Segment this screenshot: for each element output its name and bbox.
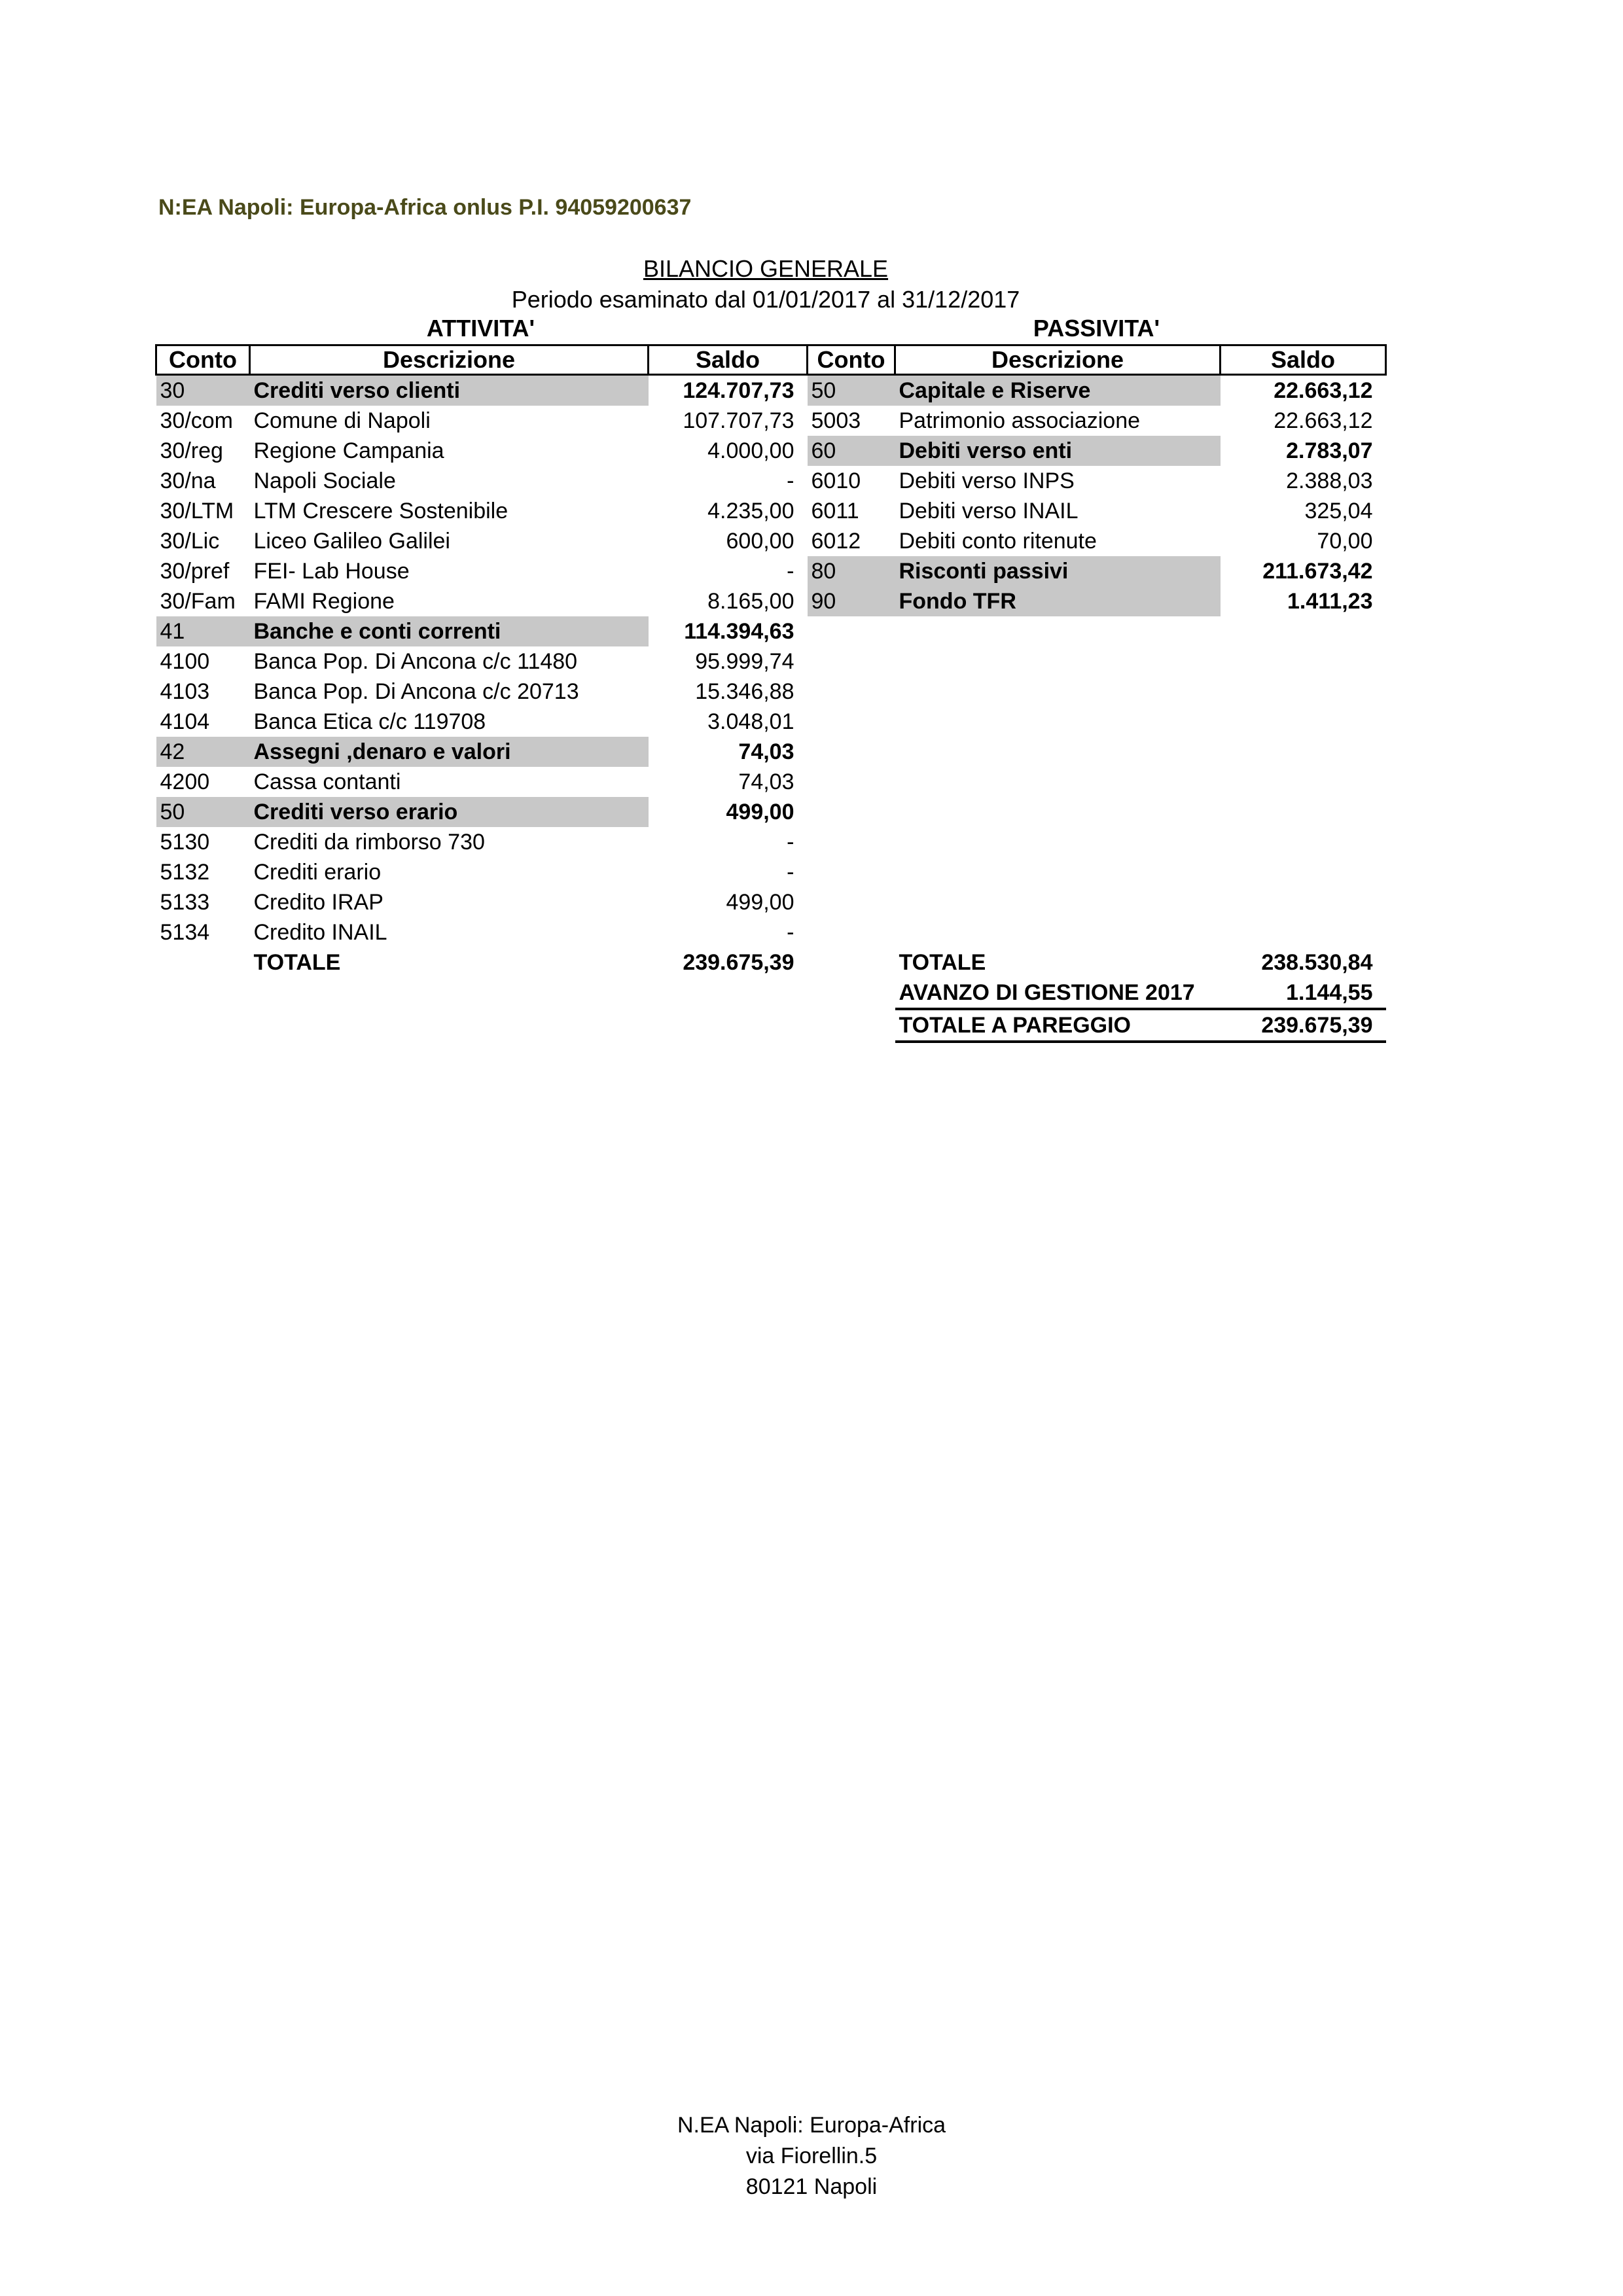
attivita-heading: ATTIVITA' bbox=[426, 315, 535, 342]
passivita-conto: 6011 bbox=[811, 498, 859, 523]
attivita-saldo: 4.235,00 bbox=[707, 498, 794, 523]
organization-header: N:EA Napoli: Europa-Africa onlus P.I. 94059200637 bbox=[158, 195, 692, 220]
attivita-conto: 30/LTM bbox=[160, 498, 234, 523]
attivita-conto: 30/na bbox=[160, 468, 216, 493]
empty-cell bbox=[649, 1009, 808, 1042]
attivita-descrizione: FEI- Lab House bbox=[253, 558, 410, 584]
attivita-saldo: 600,00 bbox=[726, 528, 794, 554]
passivita-saldo: 325,04 bbox=[1304, 498, 1373, 523]
empty-cell bbox=[1221, 827, 1386, 857]
col-header-saldo-att: Saldo bbox=[649, 345, 808, 375]
pareggio-row bbox=[156, 1009, 1386, 1042]
attivita-descrizione: Comune di Napoli bbox=[253, 408, 431, 433]
table-row bbox=[156, 375, 1386, 406]
attivita-conto: 41 bbox=[156, 616, 250, 646]
attivita-conto: 30/Fam bbox=[160, 588, 236, 614]
footer-line-name: N.EA Napoli: Europa-Africa bbox=[677, 2113, 946, 2138]
table-row bbox=[156, 496, 1386, 526]
attivita-conto: 5134 bbox=[160, 919, 210, 945]
passivita-descrizione: Patrimonio associazione bbox=[899, 408, 1141, 433]
attivita-saldo: 74,03 bbox=[738, 769, 794, 794]
passivita-saldo: 22.663,12 bbox=[1274, 378, 1373, 403]
empty-cell bbox=[1221, 797, 1386, 827]
footer-line-city: 80121 Napoli bbox=[745, 2174, 878, 2199]
table-row bbox=[156, 526, 1386, 556]
passivita-totale-value: 238.530,84 bbox=[1261, 949, 1373, 975]
passivita-conto: 6010 bbox=[811, 468, 861, 493]
attivita-totale-value: 239.675,39 bbox=[683, 949, 794, 975]
empty-cell bbox=[895, 797, 1221, 827]
attivita-conto: 5133 bbox=[160, 889, 210, 915]
empty-cell bbox=[250, 978, 649, 1009]
attivita-saldo: 3.048,01 bbox=[707, 709, 794, 734]
passivita-saldo: 2.783,07 bbox=[1286, 438, 1373, 463]
passivita-descrizione: Risconti passivi bbox=[895, 556, 1221, 586]
empty-cell bbox=[808, 646, 895, 677]
passivita-descrizione: Debiti verso enti bbox=[895, 436, 1221, 466]
empty-cell bbox=[895, 857, 1221, 887]
attivita-saldo: - bbox=[787, 829, 794, 855]
attivita-saldo: 95.999,74 bbox=[695, 648, 794, 674]
empty-cell bbox=[1221, 767, 1386, 797]
passivita-descrizione: Debiti conto ritenute bbox=[899, 528, 1097, 554]
attivita-descrizione: Assegni ,denaro e valori bbox=[250, 737, 649, 767]
attivita-saldo: 124.707,73 bbox=[683, 378, 794, 403]
col-header-saldo-pas: Saldo bbox=[1221, 345, 1386, 375]
attivita-conto: 30/com bbox=[160, 408, 233, 433]
passivita-saldo: 1.411,23 bbox=[1287, 588, 1373, 614]
passivita-descrizione: Debiti verso INPS bbox=[899, 468, 1075, 493]
passivita-heading: PASSIVITA' bbox=[1033, 315, 1160, 342]
attivita-saldo: 114.394,63 bbox=[684, 618, 794, 644]
empty-cell bbox=[808, 1009, 895, 1042]
empty-cell bbox=[808, 677, 895, 707]
avanzo-value: 1.144,55 bbox=[1221, 978, 1386, 1009]
totals-row bbox=[156, 947, 1386, 978]
footer-line-street: via Fiorellin.5 bbox=[745, 2144, 878, 2168]
table-row bbox=[156, 737, 1386, 767]
attivita-descrizione: Crediti verso clienti bbox=[250, 375, 649, 406]
attivita-descrizione: Regione Campania bbox=[253, 438, 444, 463]
attivita-conto: 30/pref bbox=[160, 558, 230, 584]
attivita-saldo: 4.000,00 bbox=[707, 438, 794, 463]
attivita-descrizione: Banca Pop. Di Ancona c/c 20713 bbox=[253, 679, 579, 704]
empty-cell bbox=[895, 917, 1221, 947]
table-header-row bbox=[156, 345, 1386, 375]
empty-cell bbox=[895, 707, 1221, 737]
empty-cell bbox=[808, 887, 895, 917]
empty-cell bbox=[808, 857, 895, 887]
table-row bbox=[156, 677, 1386, 707]
attivita-descrizione: Credito IRAP bbox=[253, 889, 383, 915]
attivita-descrizione: Cassa contanti bbox=[253, 769, 401, 794]
empty-cell bbox=[156, 1009, 250, 1042]
empty-cell bbox=[808, 978, 895, 1009]
empty-cell bbox=[808, 737, 895, 767]
empty-cell bbox=[895, 827, 1221, 857]
period-subtitle: Periodo esaminato dal 01/01/2017 al 31/12/2017 bbox=[511, 286, 1020, 313]
document-title: BILANCIO GENERALE bbox=[643, 255, 889, 282]
table-row bbox=[156, 827, 1386, 857]
table-row bbox=[156, 556, 1386, 586]
empty-cell bbox=[156, 978, 250, 1009]
passivita-conto: 5003 bbox=[811, 408, 861, 433]
empty-cell bbox=[1221, 677, 1386, 707]
empty-cell bbox=[808, 827, 895, 857]
empty-cell bbox=[1221, 646, 1386, 677]
attivita-conto: 30 bbox=[156, 375, 250, 406]
empty-cell bbox=[808, 616, 895, 646]
attivita-descrizione: Banche e conti correnti bbox=[250, 616, 649, 646]
attivita-descrizione: Liceo Galileo Galilei bbox=[253, 528, 450, 554]
passivita-conto: 80 bbox=[808, 556, 895, 586]
attivita-saldo: 15.346,88 bbox=[695, 679, 794, 704]
attivita-descrizione: Napoli Sociale bbox=[253, 468, 396, 493]
attivita-saldo: 8.165,00 bbox=[707, 588, 794, 614]
empty-cell bbox=[1221, 737, 1386, 767]
col-header-descrizione-att: Descrizione bbox=[250, 345, 649, 375]
empty-cell bbox=[895, 616, 1221, 646]
table-row bbox=[156, 616, 1386, 646]
attivita-saldo: - bbox=[787, 859, 794, 885]
avanzo-row bbox=[156, 978, 1386, 1009]
passivita-conto: 50 bbox=[808, 375, 895, 406]
attivita-descrizione: Credito INAIL bbox=[253, 919, 387, 945]
balance-table bbox=[155, 344, 1387, 1043]
attivita-descrizione: Banca Etica c/c 119708 bbox=[253, 709, 486, 734]
attivita-conto: 5132 bbox=[160, 859, 210, 885]
attivita-descrizione: LTM Crescere Sostenibile bbox=[253, 498, 508, 523]
table-row bbox=[156, 917, 1386, 947]
table-row bbox=[156, 857, 1386, 887]
attivita-descrizione: Crediti da rimborso 730 bbox=[253, 829, 485, 855]
attivita-conto: 50 bbox=[156, 797, 250, 827]
empty-cell bbox=[1221, 887, 1386, 917]
passivita-totale-label: TOTALE bbox=[899, 949, 986, 975]
empty-cell bbox=[250, 1009, 649, 1042]
attivita-saldo: 107.707,73 bbox=[683, 408, 794, 433]
attivita-conto: 4104 bbox=[160, 709, 210, 734]
empty-cell bbox=[1221, 616, 1386, 646]
passivita-conto: 60 bbox=[808, 436, 895, 466]
empty-cell bbox=[895, 767, 1221, 797]
table-row bbox=[156, 406, 1386, 436]
empty-cell bbox=[1221, 707, 1386, 737]
passivita-descrizione: Capitale e Riserve bbox=[895, 375, 1221, 406]
avanzo-label: AVANZO DI GESTIONE 2017 bbox=[895, 978, 1221, 1009]
attivita-conto: 42 bbox=[156, 737, 250, 767]
passivita-descrizione: Fondo TFR bbox=[895, 586, 1221, 616]
table-row bbox=[156, 466, 1386, 496]
empty-cell bbox=[649, 978, 808, 1009]
passivita-saldo: 22.663,12 bbox=[1274, 408, 1373, 433]
empty-cell bbox=[895, 677, 1221, 707]
passivita-saldo: 70,00 bbox=[1317, 528, 1373, 554]
pareggio-label: TOTALE A PAREGGIO bbox=[895, 1009, 1221, 1042]
col-header-conto-att: Conto bbox=[156, 345, 250, 375]
passivita-saldo: 211.673,42 bbox=[1262, 558, 1373, 584]
empty-cell bbox=[895, 646, 1221, 677]
col-header-descrizione-pas: Descrizione bbox=[895, 345, 1221, 375]
empty-cell bbox=[808, 707, 895, 737]
footer-address bbox=[0, 2110, 1623, 2202]
attivita-saldo: 499,00 bbox=[726, 799, 794, 824]
table-row bbox=[156, 767, 1386, 797]
passivita-saldo: 2.388,03 bbox=[1286, 468, 1373, 493]
attivita-conto: 4200 bbox=[160, 769, 210, 794]
table-row bbox=[156, 887, 1386, 917]
passivita-descrizione: Debiti verso INAIL bbox=[899, 498, 1079, 523]
table-row bbox=[156, 436, 1386, 466]
attivita-conto: 5130 bbox=[160, 829, 210, 855]
attivita-descrizione: Banca Pop. Di Ancona c/c 11480 bbox=[253, 648, 578, 674]
attivita-conto: 30/reg bbox=[160, 438, 223, 463]
attivita-saldo: - bbox=[787, 919, 794, 945]
attivita-descrizione: Crediti verso erario bbox=[250, 797, 649, 827]
attivita-conto: 4103 bbox=[160, 679, 210, 704]
empty-cell bbox=[808, 917, 895, 947]
empty-cell bbox=[156, 947, 250, 978]
empty-cell bbox=[808, 797, 895, 827]
table-row bbox=[156, 586, 1386, 616]
attivita-saldo: - bbox=[787, 468, 794, 493]
attivita-saldo: 499,00 bbox=[726, 889, 794, 915]
empty-cell bbox=[895, 887, 1221, 917]
attivita-saldo: - bbox=[787, 558, 794, 584]
attivita-conto: 4100 bbox=[160, 648, 210, 674]
table-row bbox=[156, 797, 1386, 827]
empty-cell bbox=[1221, 857, 1386, 887]
table-row bbox=[156, 707, 1386, 737]
passivita-conto: 90 bbox=[808, 586, 895, 616]
table-row bbox=[156, 646, 1386, 677]
attivita-saldo: 74,03 bbox=[738, 739, 794, 764]
passivita-conto: 6012 bbox=[811, 528, 861, 554]
pareggio-value: 239.675,39 bbox=[1221, 1009, 1386, 1042]
empty-cell bbox=[1221, 917, 1386, 947]
empty-cell bbox=[808, 767, 895, 797]
empty-cell bbox=[895, 737, 1221, 767]
attivita-totale-label: TOTALE bbox=[253, 949, 341, 975]
col-header-conto-pas: Conto bbox=[808, 345, 895, 375]
empty-cell bbox=[808, 947, 895, 978]
attivita-descrizione: FAMI Regione bbox=[253, 588, 395, 614]
attivita-conto: 30/Lic bbox=[160, 528, 220, 554]
attivita-descrizione: Crediti erario bbox=[253, 859, 382, 885]
